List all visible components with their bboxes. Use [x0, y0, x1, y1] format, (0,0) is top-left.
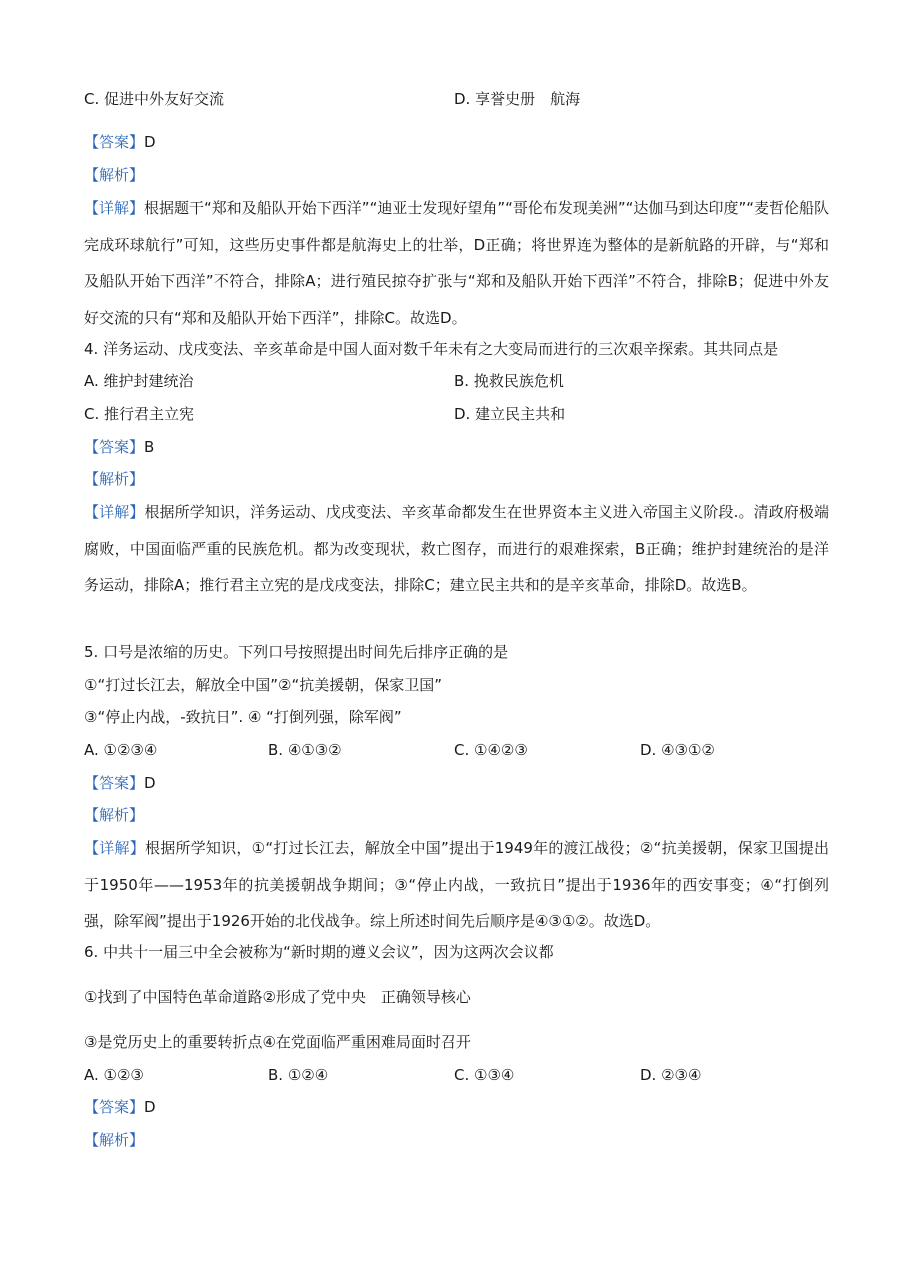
answer-tag: 【答案】	[84, 774, 145, 792]
q5-option-b: B. ④①③②	[268, 741, 342, 759]
q4-answer: B	[144, 438, 155, 456]
q5-analysis-tag	[84, 805, 829, 825]
q5-items-line1: ①“打过长江去，解放全中国”②“抗美援朝，保家卫国”	[84, 676, 442, 694]
q6-items-line1: ①找到了中国特色革命道路②形成了党中央 正确领导核心	[84, 988, 471, 1006]
q3-answer: D	[144, 133, 156, 151]
q5-option-c: C. ①④②③	[454, 741, 528, 759]
detail-tag: 【详解】	[84, 839, 145, 857]
analysis-tag: 【解析】	[84, 806, 145, 824]
q5-detail	[84, 830, 829, 940]
q4-option-a: A. 维护封建统治	[84, 372, 194, 390]
q6-answer-line	[84, 1097, 829, 1117]
q6-items-line2: ③是党历史上的重要转折点④在党面临严重困难局面时召开	[84, 1033, 471, 1051]
detail-tag: 【详解】	[84, 503, 145, 521]
q5-items-line2: ③“停止内战，-致抗日”. ④ “打倒列强，除军阀”	[84, 708, 402, 726]
q4-detail	[84, 494, 829, 604]
q6-option-d: D. ②③④	[640, 1066, 702, 1084]
q4-stem: 4. 洋务运动、戊戌变法、辛亥革命是中国人面对数千年未有之大变局而进行的三次艰辛探索。其共同点是	[84, 340, 779, 358]
q6-analysis-tag	[84, 1130, 829, 1150]
q4-detail-text: 根据所学知识，洋务运动、戊戌变法、辛亥革命都发生在世界资本主义进入帝国主义阶段.。清政府极端腐败，中国面临严重的民族危机。都为改变现状，救亡图存，而进行的艰难探索，B正确；维护封建统治的是洋务运动，排除A；推行君主立宪的是戊戌变法，排除C；建立民主共和的是辛亥革命，排除D。故选B。	[84, 503, 829, 594]
detail-tag: 【详解】	[84, 199, 145, 217]
q5-stem: 5. 口号是浓缩的历史。下列口号按照提出时间先后排序正确的是	[84, 643, 509, 661]
q3-analysis-tag	[84, 165, 829, 185]
analysis-tag: 【解析】	[84, 166, 145, 184]
analysis-tag: 【解析】	[84, 1131, 145, 1149]
q4-answer-line	[84, 437, 829, 457]
q3-option-d: D. 享誉史册 航海	[454, 90, 581, 108]
q6-stem: 6. 中共十一届三中全会被称为“新时期的遵义会议”，因为这两次会议都	[84, 943, 554, 961]
q3-detail-text: 根据题干“郑和及船队开始下西洋”“迪亚士发现好望角”“哥伦布发现美洲”“达伽马到达印度”“麦哲伦船队完成环球航行”可知，这些历史事件都是航海史上的壮举，D正确；将世界连为整体的是新航路的开辟，与“郑和及船队开始下西洋”不符合，排除A；进行殖民掠夺扩张与“郑和及船队开始下西洋”不符合，排除B；促进中外友好交流的只有“郑和及船队开始下西洋”，排除C。故选D。	[84, 199, 829, 327]
q5-detail-text: 根据所学知识，①“打过长江去，解放全中国”提出于1949年的渡江战役；②“抗美援朝，保家卫国提出于1950年——1953年的抗美援朝战争期间；③“停止内战，一致抗日”提出于1936年的西安事变；④“打倒列强，除军阀”提出于1926开始的北伐战争。综上所述时间先后顺序是④③①②。故选D。	[84, 839, 829, 930]
q4-analysis-tag	[84, 469, 829, 489]
q3-detail	[84, 190, 829, 336]
q4-option-b: B. 挽救民族危机	[454, 372, 564, 390]
q4-option-d: D. 建立民主共和	[454, 405, 566, 423]
q5-option-d: D. ④③①②	[640, 741, 715, 759]
q6-option-a: A. ①②③	[84, 1066, 144, 1084]
q5-option-a: A. ①②③④	[84, 741, 158, 759]
q6-option-c: C. ①③④	[454, 1066, 515, 1084]
answer-tag: 【答案】	[84, 133, 145, 151]
q4-option-c: C. 推行君主立宪	[84, 405, 195, 423]
q3-option-c: C. 促进中外友好交流	[84, 90, 225, 108]
q5-answer: D	[144, 774, 156, 792]
answer-tag: 【答案】	[84, 1098, 145, 1116]
q6-answer: D	[144, 1098, 156, 1116]
analysis-tag: 【解析】	[84, 470, 145, 488]
q3-answer-line	[84, 132, 829, 152]
answer-tag: 【答案】	[84, 438, 145, 456]
q5-answer-line	[84, 773, 829, 793]
q6-option-b: B. ①②④	[268, 1066, 329, 1084]
